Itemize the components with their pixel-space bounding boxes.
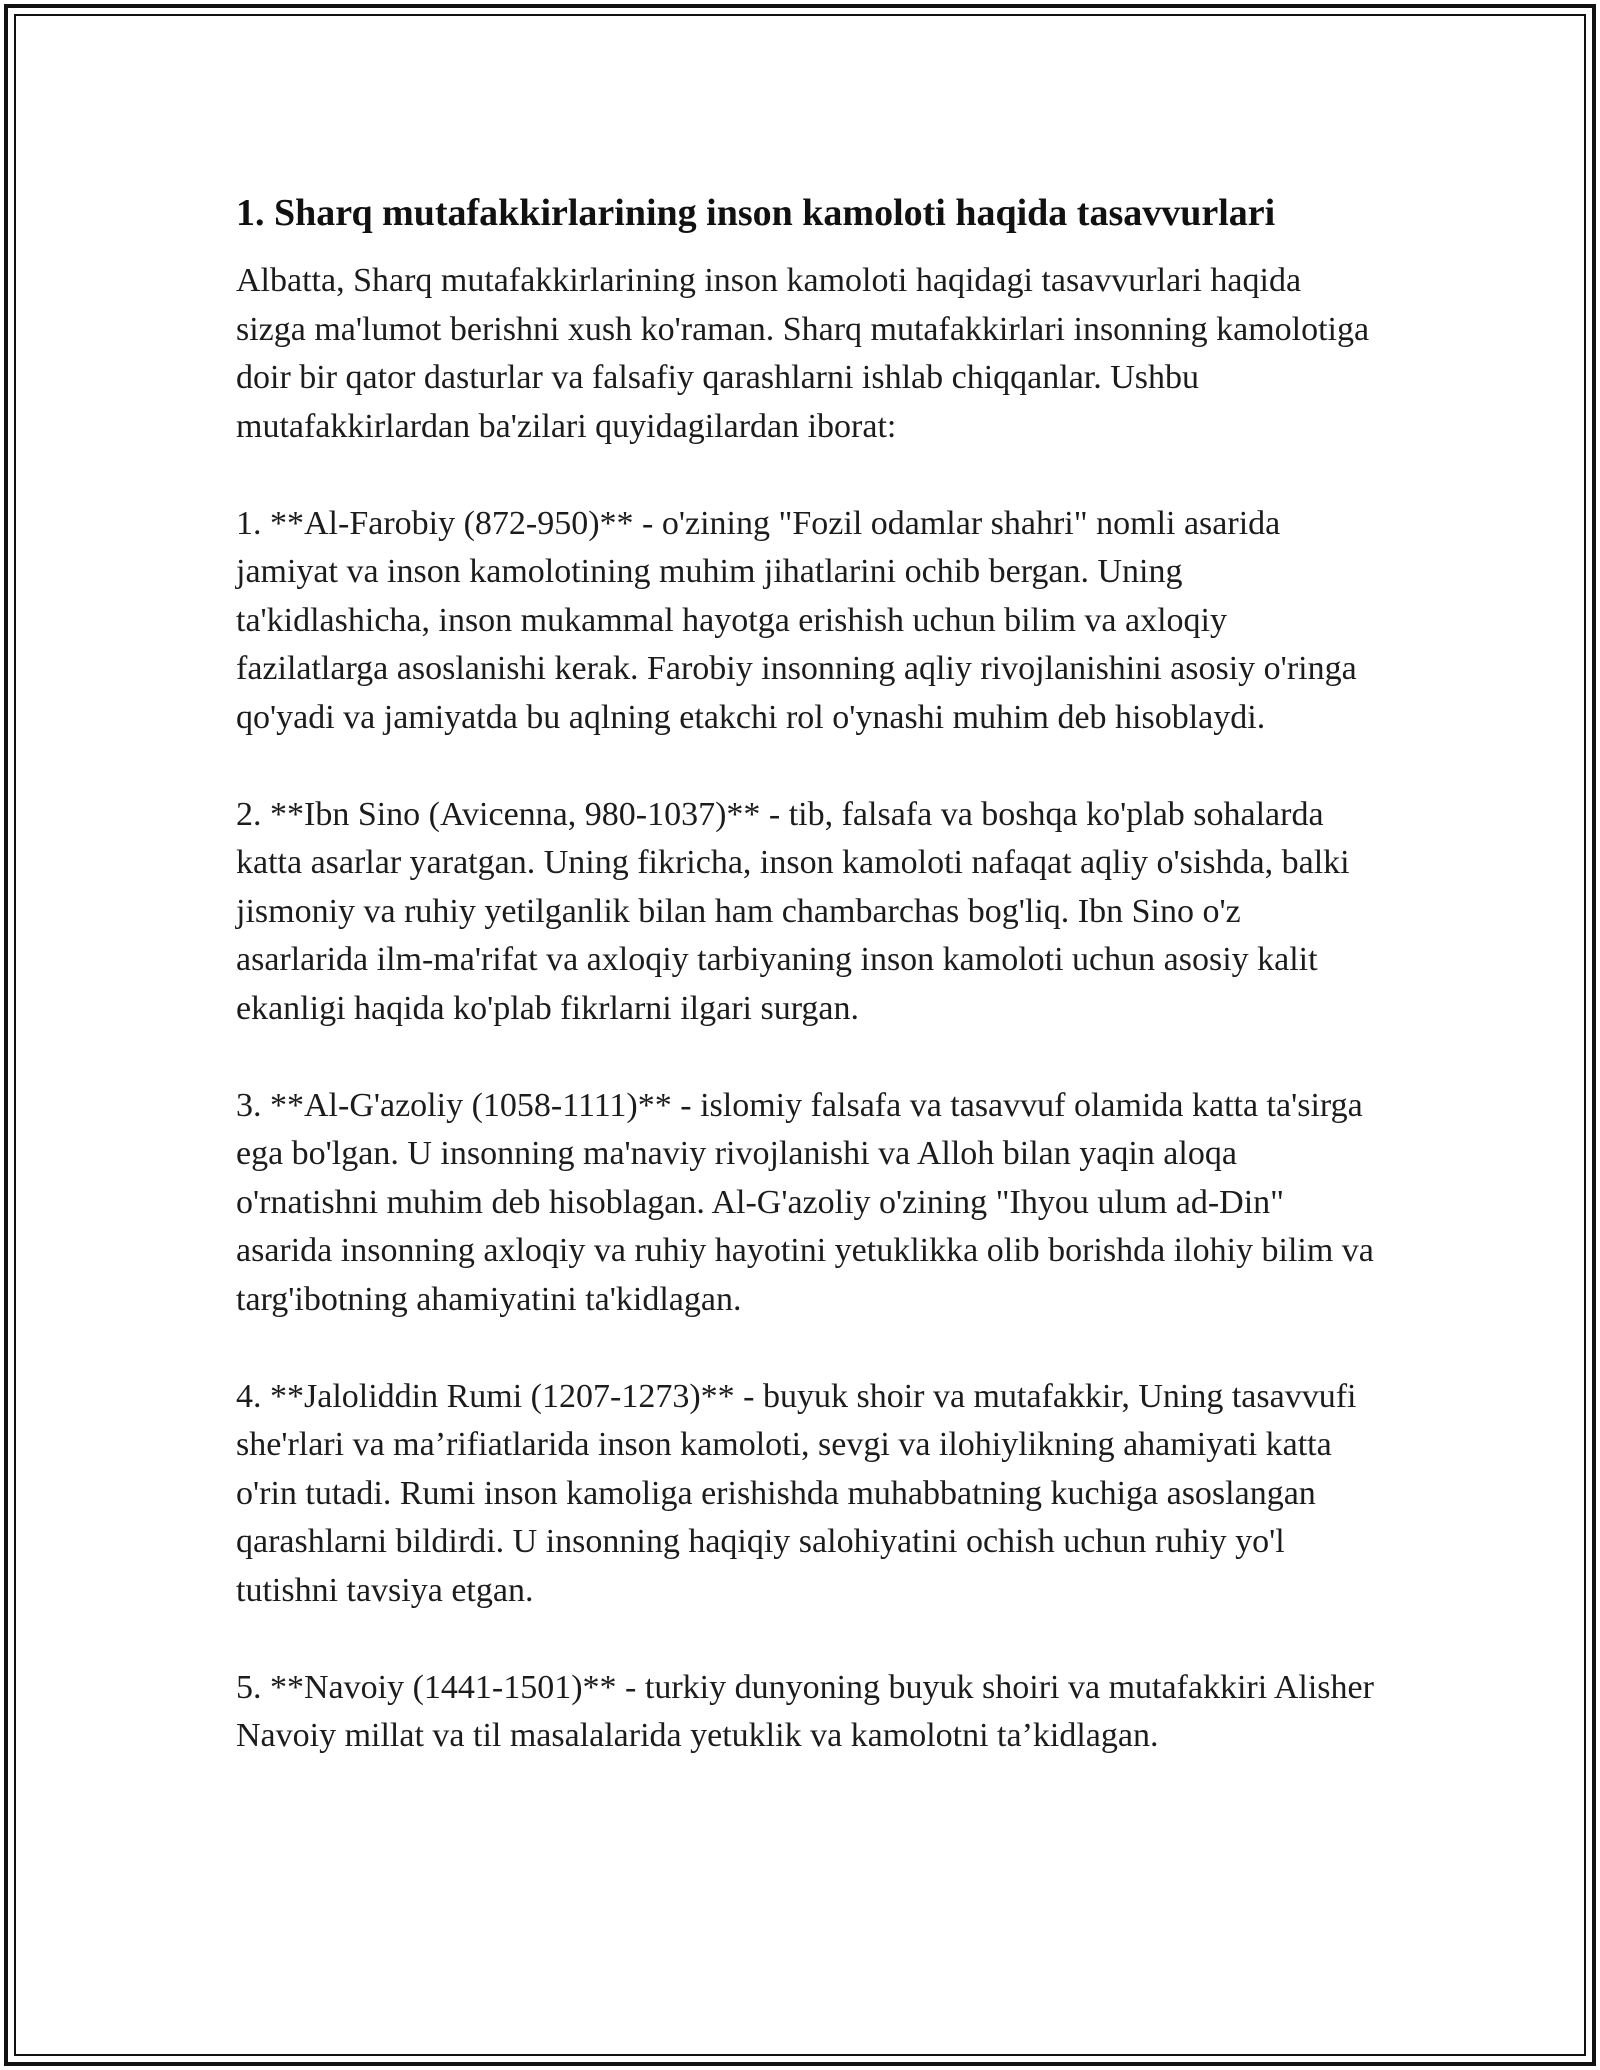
list-item-navoiy: 5. **Navoiy (1441-1501)** - turkiy dunyoning buyuk shoiri va mutafakkiri Alisher Navoiy millat va til masalalarida yetuklik va kamolotni ta’kidlagan. bbox=[236, 1668, 1374, 1754]
list-item-farobiy: 1. **Al-Farobiy (872-950)** - o'zining "Fozil odamlar shahri" nomli asarida jamiyat va inson kamolotining muhim jihatlarini ochib bergan. Uning ta'kidlashicha, inson mukammal hayotga erishish uchun bilim va axloqiy fazilatlarga asoslanishi kerak. Farobiy insonning aqliy rivojlanishini asosiy o'ringa qo'yadi va jamiyatda bu aqlning etakchi rol o'ynashi muhim deb hisoblaydi. bbox=[236, 504, 1357, 736]
document-body bbox=[236, 186, 1376, 1761]
list-item-ibn-sino: 2. **Ibn Sino (Avicenna, 980-1037)** - tib, falsafa va boshqa ko'plab sohalarda katta asarlar yaratgan. Uning fikricha, inson kamoloti nafaqat aqliy o'sishda, balki jismoniy va ruhiy yetilganlik bilan ham chambarchas bog'liq. Ibn Sino o'z asarlarida ilm-ma'rifat va axloqiy tarbiyaning inson kamoloti uchun asosiy kalit ekanligi haqida ko'plab fikrlarni ilgari surgan. bbox=[236, 795, 1350, 1027]
page-title: 1. Sharq mutafakkirlarining inson kamoloti haqida tasavvurlari bbox=[236, 192, 1276, 234]
intro-paragraph: Albatta, Sharq mutafakkirlarining inson kamoloti haqidagi tasavvurlari haqida sizga ma'lumot berishni xush ko'raman. Sharq mutafakkirlari insonning kamolotiga doir bir qator dasturlar va falsafiy qarashlarni ishlab chiqqanlar. Ushbu mutafakkirlardan ba'zilari quyidagilardan iborat: bbox=[236, 262, 1370, 445]
list-item-gazoliy: 3. **Al-G'azoliy (1058-1111)** - islomiy falsafa va tasavvuf olamida katta ta'sirga ega bo'lgan. U insonning ma'naviy rivojlanishi va Alloh bilan yaqin aloqa o'rnatishni muhim deb hisoblagan. Al-G'azoliy o'zining "Ihyou ulum ad-Din" asarida insonning axloqiy va ruhiy hayotini yetuklikka olib borishda ilohiy bilim va targ'ibotning ahamiyatini ta'kidlagan. bbox=[236, 1086, 1374, 1318]
list-item-rumi: 4. **Jaloliddin Rumi (1207-1273)** - buyuk shoir va mutafakkir, Uning tasavvufi she'rlari va ma’rifiatlarida inson kamoloti, sevgi va ilohiylikning ahamiyati katta o'rin tutadi. Rumi inson kamoliga erishishda muhabbatning kuchiga asoslangan qarashlarni bildirdi. U insonning haqiqiy salohiyatini ochish uchun ruhiy yo'l tutishni tavsiya etgan. bbox=[236, 1377, 1357, 1609]
